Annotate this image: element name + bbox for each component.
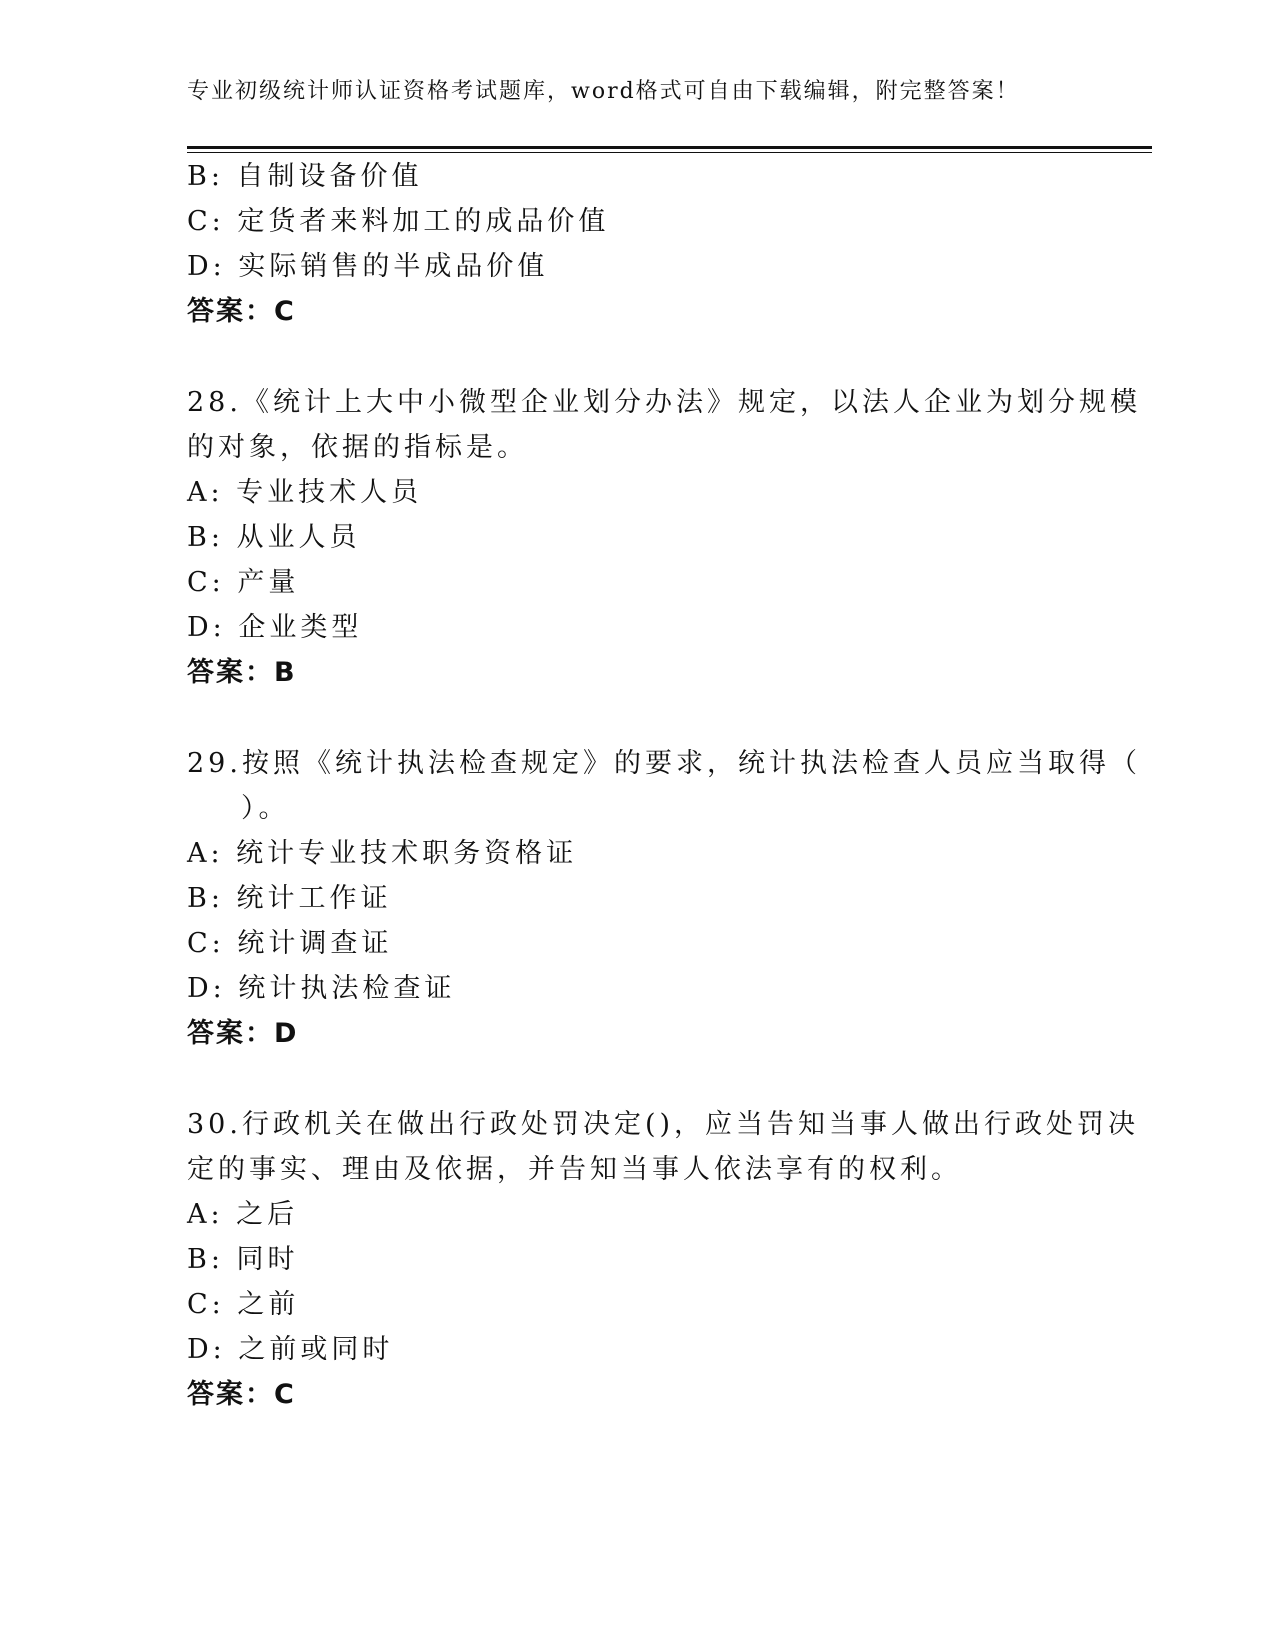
header-rule-thick [187, 146, 1152, 149]
q29-text-line2: ）。 [241, 793, 290, 824]
q28-option-a: A: 专业技术人员 [187, 477, 423, 508]
q30-text-line2: 定的事实、理由及依据，并告知当事人依法享有的权利。 [187, 1154, 962, 1185]
q28-answer: 答案：B [187, 657, 297, 688]
q28-option-c: C: 产量 [187, 567, 300, 598]
q30-option-a: A: 之后 [187, 1199, 299, 1230]
q30-text-line1: 30.行政机关在做出行政处罚决定()，应当告知当事人做出行政处罚决 [187, 1109, 1140, 1140]
q30-option-c: C: 之前 [187, 1289, 300, 1320]
q28-option-d: D: 企业类型 [187, 612, 363, 643]
prev-option-c: C: 定货者来料加工的成品价值 [187, 206, 610, 237]
q29-option-d: D: 统计执法检查证 [187, 973, 456, 1004]
prev-option-b: B: 自制设备价值 [187, 161, 423, 192]
q30-option-d: D: 之前或同时 [187, 1334, 394, 1365]
q30-answer: 答案：C [187, 1379, 296, 1410]
q29-option-b: B: 统计工作证 [187, 883, 392, 914]
q29-answer: 答案：D [187, 1018, 299, 1049]
prev-option-d: D: 实际销售的半成品价值 [187, 251, 549, 282]
header-rule-thin [187, 152, 1152, 153]
q29-option-c: C: 统计调查证 [187, 928, 393, 959]
q28-text-line1: 28.《统计上大中小微型企业划分办法》规定，以法人企业为划分规模 [187, 387, 1141, 418]
page-header: 专业初级统计师认证资格考试题库，word格式可自由下载编辑，附完整答案！ [187, 79, 1020, 104]
prev-answer: 答案：C [187, 296, 296, 327]
q28-option-b: B: 从业人员 [187, 522, 361, 553]
q30-option-b: B: 同时 [187, 1244, 299, 1275]
q29-option-a: A: 统计专业技术职务资格证 [187, 838, 578, 869]
q29-text-line1: 29.按照《统计执法检查规定》的要求，统计执法检查人员应当取得（ [187, 748, 1141, 779]
q28-text-line2: 的对象，依据的指标是。 [187, 432, 528, 463]
